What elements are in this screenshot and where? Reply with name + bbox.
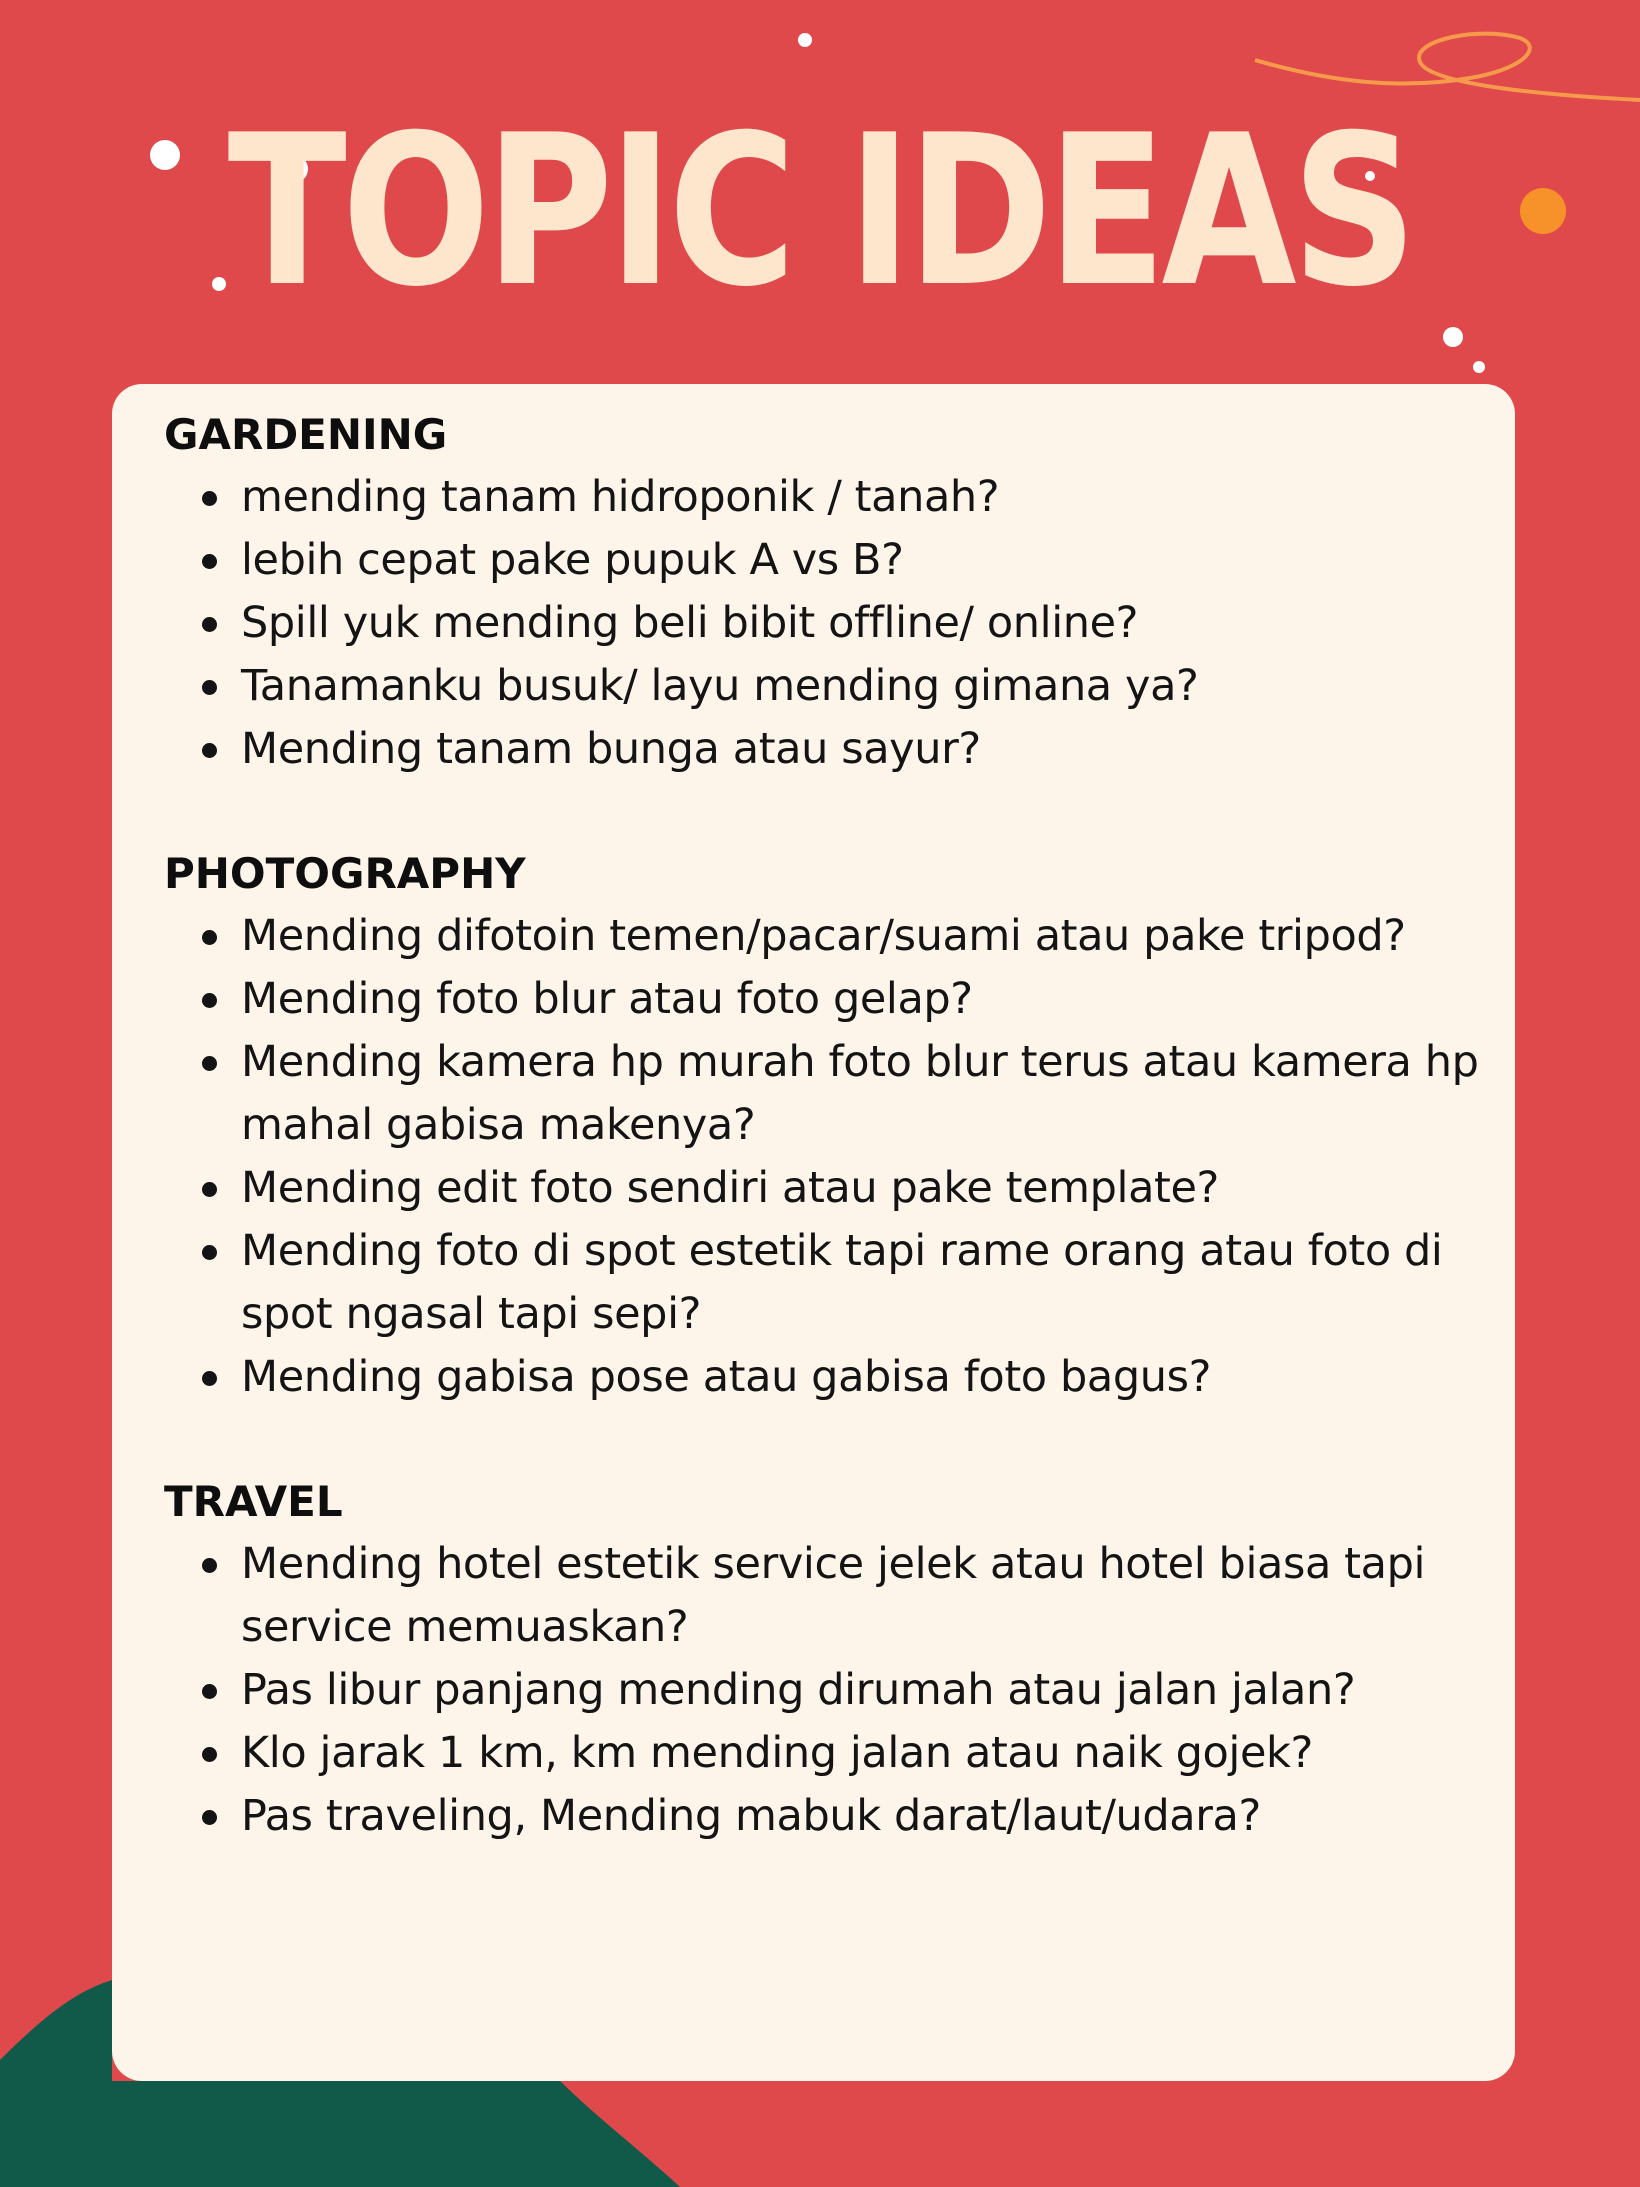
bullet-icon bbox=[202, 1810, 217, 1825]
list-item-text: Klo jarak 1 km, km mending jalan atau naik gojek? bbox=[241, 1728, 1313, 1778]
list-item bbox=[164, 1533, 1494, 1659]
list-item bbox=[164, 1031, 1494, 1157]
list-item-text: Mending gabisa pose atau gabisa foto bagus? bbox=[241, 1352, 1211, 1402]
list-item-text: Mending difotoin temen/pacar/suami atau pake tripod? bbox=[241, 911, 1406, 961]
list-item-text: Mending foto di spot estetik tapi rame orang atau foto di spot ngasal tapi sepi? bbox=[241, 1226, 1443, 1339]
list-item bbox=[164, 1346, 1494, 1409]
section-photography bbox=[164, 843, 1494, 1409]
bullet-icon bbox=[202, 1056, 217, 1071]
bullet-icon bbox=[202, 617, 217, 632]
list-item bbox=[164, 466, 1494, 529]
topic-list bbox=[164, 466, 1494, 781]
section-travel bbox=[164, 1471, 1494, 1848]
section-heading: GARDENING bbox=[164, 410, 448, 459]
list-item bbox=[164, 968, 1494, 1031]
bullet-icon bbox=[202, 554, 217, 569]
list-item bbox=[164, 1785, 1494, 1848]
list-item-text: Mending foto blur atau foto gelap? bbox=[241, 974, 973, 1024]
list-item-text: mending tanam hidroponik / tanah? bbox=[241, 472, 1000, 522]
list-item bbox=[164, 718, 1494, 781]
white-dot bbox=[1473, 361, 1485, 373]
list-item bbox=[164, 592, 1494, 655]
section-gardening bbox=[164, 404, 1494, 781]
list-item-text: Tanamanku busuk/ layu mending gimana ya? bbox=[241, 661, 1199, 711]
list-item bbox=[164, 1659, 1494, 1722]
list-item bbox=[164, 529, 1494, 592]
list-item-text: Mending edit foto sendiri atau pake template? bbox=[241, 1163, 1219, 1213]
bullet-icon bbox=[202, 993, 217, 1008]
bullet-icon bbox=[202, 1245, 217, 1260]
white-dot bbox=[1443, 327, 1463, 347]
bullet-icon bbox=[202, 1558, 217, 1573]
list-item-text: lebih cepat pake pupuk A vs B? bbox=[241, 535, 904, 585]
bullet-icon bbox=[202, 1182, 217, 1197]
section-heading: PHOTOGRAPHY bbox=[164, 849, 526, 898]
bullet-icon bbox=[202, 680, 217, 695]
list-item bbox=[164, 905, 1494, 968]
bullet-icon bbox=[202, 1371, 217, 1386]
list-item bbox=[164, 1220, 1494, 1346]
topics-content bbox=[164, 404, 1494, 1910]
bullet-icon bbox=[202, 491, 217, 506]
topic-list bbox=[164, 905, 1494, 1409]
bullet-icon bbox=[202, 743, 217, 758]
list-item-text: Mending hotel estetik service jelek atau hotel biasa tapi service memuaskan? bbox=[241, 1539, 1426, 1652]
topic-list bbox=[164, 1533, 1494, 1848]
list-item-text: Mending tanam bunga atau sayur? bbox=[241, 724, 981, 774]
list-item-text: Pas libur panjang mending dirumah atau jalan jalan? bbox=[241, 1665, 1356, 1715]
topics-card bbox=[112, 384, 1515, 2081]
list-item-text: Mending kamera hp murah foto blur terus atau kamera hp mahal gabisa makenya? bbox=[241, 1037, 1479, 1150]
list-item-text: Spill yuk mending beli bibit offline/ online? bbox=[241, 598, 1139, 648]
list-item bbox=[164, 1722, 1494, 1785]
bullet-icon bbox=[202, 1684, 217, 1699]
page-title: TOPIC IDEAS bbox=[227, 91, 1413, 333]
bullet-icon bbox=[202, 1747, 217, 1762]
bullet-icon bbox=[202, 930, 217, 945]
section-heading: TRAVEL bbox=[164, 1477, 343, 1526]
white-dot bbox=[798, 33, 812, 47]
list-item-text: Pas traveling, Mending mabuk darat/laut/udara? bbox=[241, 1791, 1261, 1841]
orange-dot bbox=[1520, 188, 1566, 234]
list-item bbox=[164, 1157, 1494, 1220]
list-item bbox=[164, 655, 1494, 718]
